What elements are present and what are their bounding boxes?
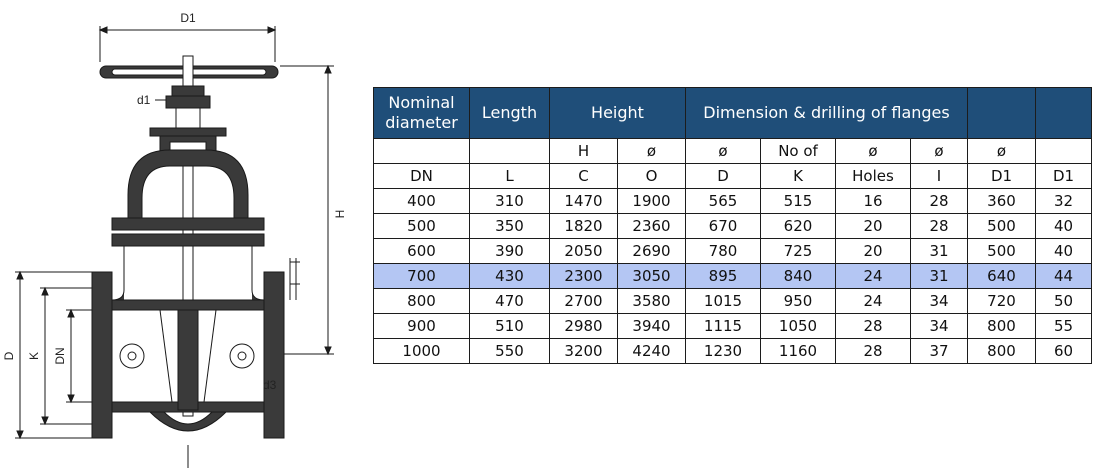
table-cell: O: [618, 164, 686, 189]
table-row: [374, 264, 1092, 289]
table-cell: 3940: [618, 314, 686, 339]
table-cell: 700: [374, 264, 470, 289]
table-cell: 3200: [550, 339, 618, 364]
table-cell: L: [470, 164, 550, 189]
table-cell: 670: [686, 214, 761, 239]
table-cell: No of: [761, 139, 836, 164]
table-subheader-row-symbols: [374, 139, 1092, 164]
header-length: Length: [470, 88, 550, 139]
table-row: [374, 314, 1092, 339]
gate-valve-drawing: [0, 0, 355, 473]
table-cell: 2690: [618, 239, 686, 264]
table-cell: 360: [968, 189, 1036, 214]
table-cell: 3580: [618, 289, 686, 314]
table-cell: ø: [968, 139, 1036, 164]
table-cell: D1: [968, 164, 1036, 189]
table-cell: 31: [911, 264, 968, 289]
table-cell: 430: [470, 264, 550, 289]
valve-diagram-svg: [0, 0, 355, 473]
table-cell: 1230: [686, 339, 761, 364]
table-cell: 2300: [550, 264, 618, 289]
table-cell: 28: [836, 339, 911, 364]
table-cell: 2360: [618, 214, 686, 239]
table-cell: 640: [968, 264, 1036, 289]
label-h: H: [333, 209, 347, 219]
label-d1-top: D1: [180, 11, 196, 25]
table-cell: 800: [374, 289, 470, 314]
table-cell: 500: [968, 239, 1036, 264]
table-cell: 400: [374, 189, 470, 214]
table-cell: 40: [1036, 214, 1092, 239]
table-cell: 4240: [618, 339, 686, 364]
table-row: [374, 189, 1092, 214]
table-subheader-row-codes: [374, 164, 1092, 189]
table-cell: 32: [1036, 189, 1092, 214]
table-header-row: [374, 88, 1092, 139]
table-cell: K: [761, 164, 836, 189]
table-cell: 34: [911, 314, 968, 339]
table-cell: 2700: [550, 289, 618, 314]
table-cell: 500: [374, 214, 470, 239]
header-blank-1: [968, 88, 1036, 139]
table-cell: 31: [911, 239, 968, 264]
header-height: Height: [550, 88, 686, 139]
table-cell: DN: [374, 164, 470, 189]
table-cell: 500: [968, 214, 1036, 239]
left-flange: [92, 272, 112, 438]
table-cell: ø: [911, 139, 968, 164]
table-cell: 24: [836, 289, 911, 314]
label-d1-small: d1: [137, 93, 151, 107]
table-cell: 24: [836, 264, 911, 289]
table-cell: 16: [836, 189, 911, 214]
table-cell: ø: [836, 139, 911, 164]
table-cell: H: [550, 139, 618, 164]
table-cell: [470, 139, 550, 164]
table-cell: [374, 139, 470, 164]
table-cell: 350: [470, 214, 550, 239]
table-cell: 55: [1036, 314, 1092, 339]
table-cell: 800: [968, 339, 1036, 364]
table-cell: 310: [470, 189, 550, 214]
table-cell: 900: [374, 314, 470, 339]
table-cell: 950: [761, 289, 836, 314]
table-cell: 470: [470, 289, 550, 314]
header-flanges: Dimension & drilling of flanges: [686, 88, 968, 139]
table-cell: D1: [1036, 164, 1092, 189]
table-cell: 1160: [761, 339, 836, 364]
table-cell: 37: [911, 339, 968, 364]
table-cell: 28: [911, 189, 968, 214]
table-cell: I: [911, 164, 968, 189]
valve-dimension-table: [373, 87, 1092, 364]
table-cell: Holes: [836, 164, 911, 189]
table-cell: 20: [836, 214, 911, 239]
table-cell: 510: [470, 314, 550, 339]
table-cell: [1036, 139, 1092, 164]
table-cell: 390: [470, 239, 550, 264]
table-cell: 800: [968, 314, 1036, 339]
table-cell: 780: [686, 239, 761, 264]
label-d3: d3: [263, 378, 277, 392]
table-cell: 515: [761, 189, 836, 214]
table-cell: 60: [1036, 339, 1092, 364]
header-blank-2: [1036, 88, 1092, 139]
table-cell: 1050: [761, 314, 836, 339]
table-cell: 1470: [550, 189, 618, 214]
table-cell: 1000: [374, 339, 470, 364]
table-cell: 1115: [686, 314, 761, 339]
table-cell: D: [686, 164, 761, 189]
table-row: [374, 214, 1092, 239]
table-cell: 50: [1036, 289, 1092, 314]
right-flange: [264, 272, 284, 438]
table-cell: 720: [968, 289, 1036, 314]
table-cell: 550: [470, 339, 550, 364]
table-cell: 565: [686, 189, 761, 214]
table-row: [374, 289, 1092, 314]
table-cell: ø: [686, 139, 761, 164]
table-cell: 725: [761, 239, 836, 264]
table-cell: 34: [911, 289, 968, 314]
table-cell: ø: [618, 139, 686, 164]
label-dn: DN: [53, 347, 67, 365]
header-nominal-diameter: Nominal diameter: [374, 88, 470, 139]
table-cell: 44: [1036, 264, 1092, 289]
table-cell: 3050: [618, 264, 686, 289]
table-cell: 28: [836, 314, 911, 339]
table-cell: 1900: [618, 189, 686, 214]
table-cell: 2980: [550, 314, 618, 339]
table-cell: 40: [1036, 239, 1092, 264]
table-cell: 1015: [686, 289, 761, 314]
label-k: K: [27, 351, 41, 361]
table-row: [374, 239, 1092, 264]
table-cell: 1820: [550, 214, 618, 239]
table-row: [374, 339, 1092, 364]
table-cell: 620: [761, 214, 836, 239]
table-cell: 28: [911, 214, 968, 239]
table-cell: 840: [761, 264, 836, 289]
table-cell: 20: [836, 239, 911, 264]
table-cell: 2050: [550, 239, 618, 264]
table-cell: 895: [686, 264, 761, 289]
table-cell: 600: [374, 239, 470, 264]
table-cell: C: [550, 164, 618, 189]
label-d: D: [2, 351, 16, 361]
